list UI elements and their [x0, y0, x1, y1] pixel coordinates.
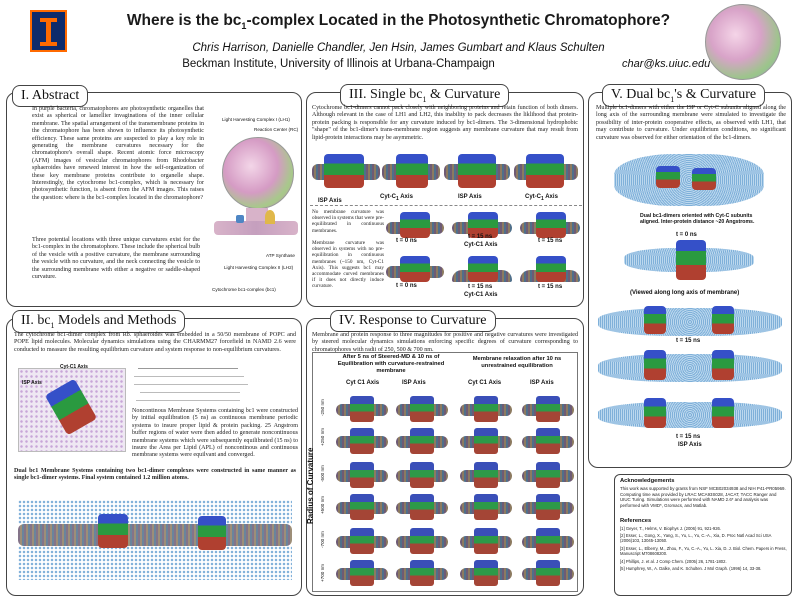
response-col2-head: Membrane relaxation after 10 ns unrestrained equilibration: [472, 356, 562, 369]
ref-item-4: [5] Humphrey, W., A. Dalke, and K. Schulten. J Mol Graph. (1996) 14, 33-38.: [620, 566, 762, 571]
response-rows: [334, 390, 580, 590]
abstract-para-1: In purple bacteria, chromatophores are photosynthetic organelles that exist as spherical or lamellier invaginations of the inner cellular membrane. The spatial arrangement of the transmembrane proteins in the chromatophore has been shown to influence its photosynthetic efficiency. These same proteins are suspected to play a key role in generating the membrane curvatures necessary for the chromatophore's overall shape. Recent atomic force microscopy (AFM) images of vesicular chromatophores from Rhodobacter sphaeroides have renewed interest in how the self-organization of these key membrane proteins contribute to organelle shape. Interestingly, the cytochrome bc1-complex, which is necessary for photosynthetic function, is absent from the AFM images. This raises the question: where is the bc1-complex located in the chromatophore?: [32, 106, 204, 201]
dual-top-figure: [594, 150, 786, 210]
single-cyt-axis-b: Cyt-C1 Axis: [464, 292, 498, 298]
models-isp-axis: ISP Axis: [22, 380, 42, 386]
single-t15-c: t = 15 ns: [468, 284, 493, 290]
cyt-axis-label-1: Cyt-$C_1$ Axis: [380, 194, 413, 203]
row-label-5: +700 nm: [320, 563, 325, 582]
dual-bc1-para: Multiple bc1-dimers with either the ISP or Cyt-C subunits aligned along the long axis of the surrounding membrane were simulated to investigate the possibility of inter-protein cooperative effects, as observed with LH1, that may contribute to curvature. Under equilibrium conditions, no significant curvature was observed for either orientation of the bc1-dimers.: [596, 105, 786, 141]
chromatophore-figure: [210, 115, 298, 305]
ref-item-2: [3] Esser, L., Elberry, M., Zhou, F., Yu, C.-A., Yu, L. Xia, D. J. Biol. Chem. Papers in Press, Manuscript M708608200.: [620, 546, 787, 557]
contact-email: char@ks.uiuc.edu: [622, 58, 711, 70]
response-cyt-1: Cyt C1 Axis: [346, 380, 380, 386]
dual-t15-a: t = 15 ns: [676, 338, 701, 344]
dual-caption-1: Dual bc1-dimers oriented with Cyt-C subunits aligned. Inter-protein distance ~20 Angstroms.: [640, 213, 755, 225]
response-title: IV. Response to Curvature: [330, 310, 496, 332]
single-bc1-title: III. Single $bc_1$ & Curvature: [340, 84, 509, 107]
ref-item-0: [1] Geyer, T., Helms, V. Biophys J. (2006) 91, 921-926.: [620, 526, 722, 531]
row-label-0: -250 nm: [320, 399, 325, 416]
label-bc1: Cytochrome bc1-complex (bc1): [212, 287, 276, 292]
ack-text: This work was supported by grants from NSF MCB02034938 and NIH P41-PR05969. Computing time was provided by LRAC MCA93S028, JACAT, TACC Ranger and UIUC Turing. Simulations were performed with NAMD 2.6* and analysis was performed with VMD*, Gromacs, and Matlab.: [620, 486, 786, 508]
models-cyt-axis: Cyt-C1 Axis: [60, 364, 88, 370]
response-isp-2: ISP Axis: [530, 380, 554, 386]
single-t15-b: t = 15 ns: [538, 238, 563, 244]
label-atp: ATP Synthase: [266, 253, 295, 258]
single-bc1-para: Cytochrome bc1-dimers cannot pack closely with neighboring proteins and retain function of both dimers. Although relevant in the case of LH1 and LH2, this inability to pack decreases the liklihood that protein-protein packing is responsible for any curvature induced by bc1-dimers. The 3-dimensional hydrophobic "shape" of the bc1-dimer's trans-membrane region suggests any membrane curvature that may result from lipid-protein interactions may be asymmetric.: [312, 105, 578, 141]
single-cyt-axis-a: Cyt-C1 Axis: [464, 242, 498, 248]
abstract-title: I. Abstract: [12, 85, 88, 107]
abstract-para-2: Three potential locations with three unique curvatures exist for the bc1-complex in the chromatophore. These include the spherical bulb of the vesicle with a positive curvature, the membrane surrounding the vesicle with no curvature, and the neck connecting the vesicle to the surrounding membrane with either a negative or saddle-shaped curvature.: [32, 237, 200, 281]
ack-title: Acknowledgements: [620, 478, 675, 484]
bc1-image: [236, 215, 244, 223]
equations-area: [132, 366, 250, 406]
vesicle-image: [222, 137, 294, 209]
single-t15-a: t = 15 ns: [468, 234, 493, 240]
membrane-plane: [214, 221, 298, 235]
label-rc: Reaction Center (RC): [254, 127, 299, 132]
dual-bc1-title: V. Dual $bc_1's$ & Curvature: [602, 84, 765, 107]
single-t0-b: t = 0 ns: [396, 283, 417, 289]
label-lh2: Light Harvesting Complex II (LH2): [224, 265, 294, 270]
cyt-axis-label-2: Cyt-$C_1$ Axis: [525, 194, 558, 203]
author-list: Chris Harrison, Danielle Chandler, Jen Hsin, James Gumbart and Klaus Schulten: [192, 42, 605, 54]
models-title: II. $bc_1$ Models and Methods: [12, 310, 185, 333]
response-para: Membrane and protein response to three magnitudes for positive and negative curvatures were investigated by steered molecular dynamics simulations enforcing specific degrees of curvature corresponding to chromatophores with radii of 250, 500 & 700 nm.: [312, 332, 578, 353]
row-label-1: +250 nm: [320, 427, 325, 446]
models-para-1: The cytochrome bc1-dimer complex from Rb. sphaeroides was embedded in a 50/50 membrane of POPC and POPE lipid molecules. Molecular dynamics simulations using the CHARMM27 forcefield in NAMD 2.6 were conducted to measure the resulting equilibrium curvature and system response to non-equilibrium curvatures.: [14, 332, 296, 353]
dual-caption-2: (Viewed along long axis of membrane): [630, 290, 740, 296]
ref-item-3: [4] Phillips, J. et al. J Comp Chem. (2005) 26, 1781-1802.: [620, 559, 727, 564]
dual-t0: t = 0 ns: [676, 232, 697, 238]
dual-mid-figure: [594, 234, 786, 290]
dual-isp-axis: ISP Axis: [678, 442, 702, 448]
models-system-figure: [18, 364, 128, 454]
single-t0-a: t = 0 ns: [396, 238, 417, 244]
single-bc1-top-figures: [312, 150, 580, 196]
response-cyt-2: Cyt C1 Axis: [468, 380, 502, 386]
radius-axis-label: Radius of Curvature: [306, 447, 315, 524]
divider: [310, 205, 582, 206]
poster-title: Where is the $bc_1$-complex Located in the Photosynthetic Chromatophore?: [126, 12, 671, 32]
row-label-2: -500 nm: [320, 465, 325, 482]
single-note-2: Membrane curvature was observed in systems with no pre-equilibration in continuous membranes (~150 nm, Cyt-C1 Axis). This suggests bc1 may accommodate curved membranes if it does not directly induce curvature.: [312, 240, 384, 290]
ref-title: References: [620, 518, 652, 524]
dual-membrane-figure: [12, 494, 298, 590]
models-para-2: Noncontinous Membrane Systems containing bc1 were constructed by initial equilibration (5 ns) as continuous membrane periodic systems to insure proper lipid & protein packing. 25 Angstrom buffer regions of water were then added to generate noncontinuous membrane systems which were subsequently equilibrated (15 ns) to insure the Area per Lipid (APL) of noncontinous and continuous membrane systems were equilvant and converged.: [132, 408, 298, 459]
isp-axis-label-1: ISP Axis: [318, 198, 342, 204]
row-label-3: +500 nm: [320, 495, 325, 514]
atp-synthase-image: [265, 210, 275, 224]
ref-item-1: [2] Esser, L., Gong, X., Yang, S., Yu, L., Yu, C.-A., Xia, D. Proc Natl Acad Sci USA (2006)103, 13045-13050.: [620, 533, 772, 544]
single-t15-d: t = 15 ns: [538, 284, 563, 290]
dual-t15-b: t = 15 ns: [676, 434, 701, 440]
response-isp-1: ISP Axis: [402, 380, 426, 386]
isp-axis-label-2: ISP Axis: [458, 194, 482, 200]
affiliation: Beckman Institute, University of Illinois at Urbana-Champaign: [182, 58, 495, 70]
poster-header: [0, 0, 797, 86]
row-label-4: -700 nm: [320, 531, 325, 548]
single-note-1: No membrane curvature was observed in systems that were pre-equilibrated in continuous membranes.: [312, 209, 384, 234]
response-col1-head: After 5 ns of Steered-MD & 10 ns of Equilibration with curvature-restrained membrane: [337, 354, 445, 374]
models-para-3: Dual bc1 Membrane Systems containing two bc1-dimer complexes were constructed in same manner as single bc1-dimer systems. Final system contained 1.2 million atoms.: [14, 468, 296, 482]
chromatophore-image: [705, 4, 781, 80]
label-lh1: Light Harvesting Complex I (LH1): [222, 117, 290, 122]
